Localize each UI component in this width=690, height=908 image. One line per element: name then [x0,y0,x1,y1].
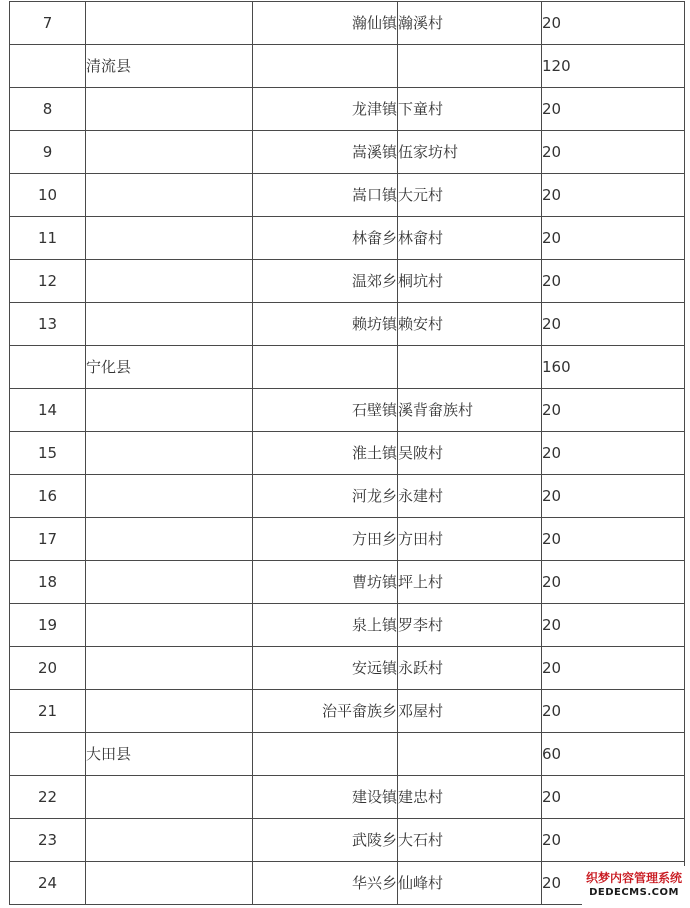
township-cell: 武陵乡 [253,819,398,862]
amount-cell: 20 [542,518,685,561]
township-cell: 方田乡 [253,518,398,561]
table-row [10,518,685,561]
township-cell: 河龙乡 [253,475,398,518]
table-row [10,819,685,862]
village-cell: 下童村 [398,88,542,131]
table-row [10,604,685,647]
village-cell [398,346,542,389]
village-cell: 瀚溪村 [398,2,542,45]
row-number-cell: 17 [10,518,86,561]
row-number-cell: 13 [10,303,86,346]
row-number-cell [10,45,86,88]
county-cell [86,2,253,45]
county-cell [86,647,253,690]
county-cell [86,303,253,346]
amount-cell: 120 [542,45,685,88]
amount-cell: 20 [542,776,685,819]
township-cell [253,45,398,88]
row-number-cell: 23 [10,819,86,862]
village-cell [398,733,542,776]
county-cell [86,561,253,604]
county-cell [86,819,253,862]
township-cell: 龙津镇 [253,88,398,131]
row-number-cell: 15 [10,432,86,475]
row-number-cell: 11 [10,217,86,260]
county-cell [86,518,253,561]
row-number-cell: 7 [10,2,86,45]
township-cell [253,733,398,776]
amount-cell: 20 [542,174,685,217]
table-row [10,561,685,604]
village-cell: 林畲村 [398,217,542,260]
amount-cell: 20 [542,561,685,604]
village-cell: 吴陂村 [398,432,542,475]
county-cell [86,131,253,174]
table-row [10,647,685,690]
township-cell: 瀚仙镇 [253,2,398,45]
township-cell: 泉上镇 [253,604,398,647]
table-row [10,303,685,346]
table-row [10,690,685,733]
village-cell: 溪背畲族村 [398,389,542,432]
row-number-cell: 19 [10,604,86,647]
village-cell: 大石村 [398,819,542,862]
table-row [10,131,685,174]
row-number-cell: 24 [10,862,86,905]
amount-cell: 60 [542,733,685,776]
row-number-cell: 16 [10,475,86,518]
watermark-title: 织梦内容管理系统 [585,871,682,885]
township-cell: 华兴乡 [253,862,398,905]
row-number-cell [10,733,86,776]
county-cell: 清流县 [86,45,253,88]
township-cell: 曹坊镇 [253,561,398,604]
county-cell [86,88,253,131]
township-cell: 淮土镇 [253,432,398,475]
county-cell [86,475,253,518]
amount-cell: 20 [542,88,685,131]
watermark-url: DEDECMS.COM [589,887,679,898]
county-cell [86,862,253,905]
row-number-cell: 9 [10,131,86,174]
village-cell: 大元村 [398,174,542,217]
township-cell: 温郊乡 [253,260,398,303]
amount-cell: 20 [542,389,685,432]
village-cell: 邓屋村 [398,690,542,733]
county-cell: 大田县 [86,733,253,776]
table-row [10,174,685,217]
village-cell [398,45,542,88]
village-cell: 罗李村 [398,604,542,647]
row-number-cell: 12 [10,260,86,303]
village-cell: 建忠村 [398,776,542,819]
row-number-cell: 20 [10,647,86,690]
row-number-cell: 8 [10,88,86,131]
township-cell: 建设镇 [253,776,398,819]
village-cell: 桐坑村 [398,260,542,303]
county-cell [86,690,253,733]
row-number-cell [10,346,86,389]
township-cell: 嵩溪镇 [253,131,398,174]
county-cell: 宁化县 [86,346,253,389]
township-cell: 林畲乡 [253,217,398,260]
county-cell [86,432,253,475]
amount-cell: 20 [542,303,685,346]
county-cell [86,174,253,217]
amount-cell: 20 [542,2,685,45]
county-cell [86,776,253,819]
township-cell: 石壁镇 [253,389,398,432]
county-subtotal-row [10,733,685,776]
table-row [10,88,685,131]
amount-cell: 20 [542,260,685,303]
village-cell: 坪上村 [398,561,542,604]
township-cell [253,346,398,389]
table-row [10,2,685,45]
row-number-cell: 14 [10,389,86,432]
row-number-cell: 21 [10,690,86,733]
table-row [10,260,685,303]
amount-cell: 20 [542,819,685,862]
table-row [10,432,685,475]
row-number-cell: 10 [10,174,86,217]
table-row [10,389,685,432]
village-cell: 方田村 [398,518,542,561]
county-subtotal-row [10,346,685,389]
amount-cell: 20 [542,217,685,260]
amount-cell: 20 [542,690,685,733]
county-cell [86,217,253,260]
dedecms-watermark [582,866,686,906]
township-cell: 安远镇 [253,647,398,690]
county-cell [86,260,253,303]
village-cell: 仙峰村 [398,862,542,905]
county-cell [86,389,253,432]
amount-cell: 160 [542,346,685,389]
table-row [10,217,685,260]
county-cell [86,604,253,647]
row-number-cell: 18 [10,561,86,604]
amount-cell: 20 [542,131,685,174]
township-cell: 嵩口镇 [253,174,398,217]
table-row [10,475,685,518]
table-row [10,776,685,819]
table-body [10,2,685,905]
county-subtotal-row [10,45,685,88]
township-cell: 治平畲族乡 [253,690,398,733]
amount-cell: 20 [542,604,685,647]
row-number-cell: 22 [10,776,86,819]
township-cell: 赖坊镇 [253,303,398,346]
village-cell: 永跃村 [398,647,542,690]
amount-cell: 20 [542,862,685,905]
amount-cell: 20 [542,432,685,475]
village-cell: 永建村 [398,475,542,518]
amount-cell: 20 [542,475,685,518]
village-cell: 赖安村 [398,303,542,346]
village-cell: 伍家坊村 [398,131,542,174]
amount-cell: 20 [542,647,685,690]
allocation-table [9,1,685,905]
